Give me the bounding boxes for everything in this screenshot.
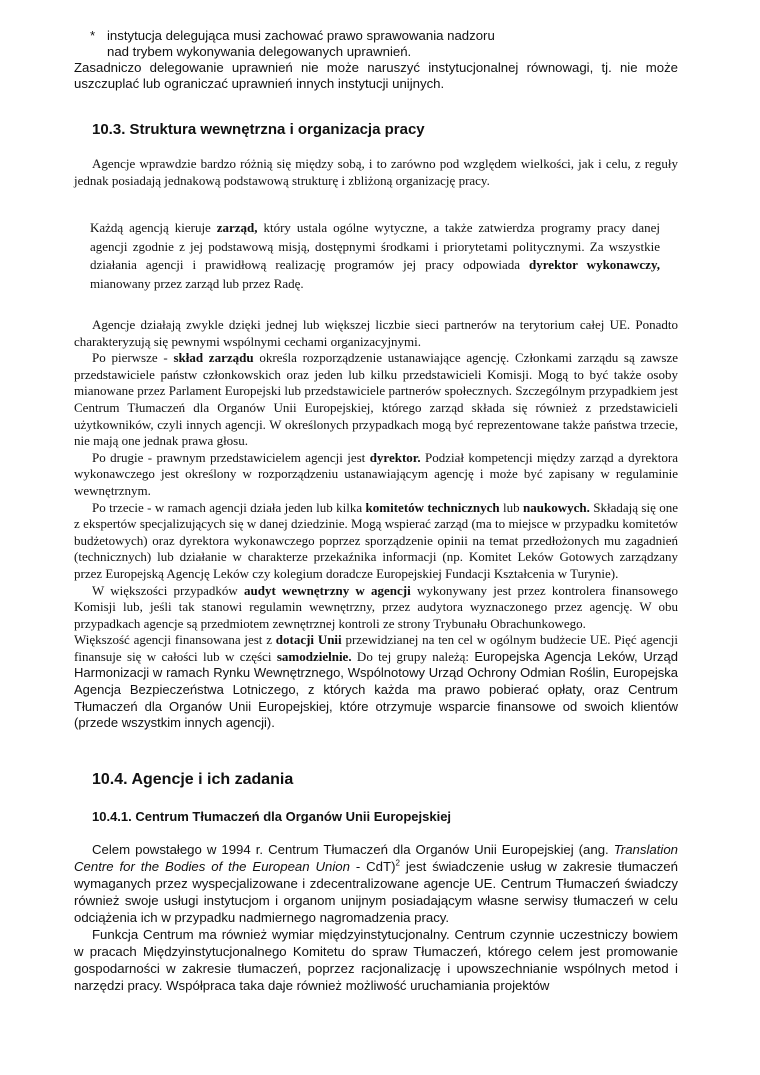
paragraph-intro: Agencje wprawdzie bardzo różnią się między sobą, i to zarówno pod względem wielkości, jak i celu, z reguły jednak posiadają jednakową podstawową strukturę i zbliżoną organizację pracy. (74, 156, 678, 188)
text-run-agency-list: Europejska Agencja Leków, Urząd Harmonizacji w ramach Rynku Wewnętrznego, Wspólnotowy Urząd Ochrony Odmian Roślin, Europejska Agencja Bezpieczeństwa Lotniczego, z których każda ma prawo pobierać opłaty, oraz Centrum Tłumaczeń dla Organów Unii Europejskiej, które otrzymuje wsparcie finansowe od swoich klientów (przede wszystkim innych agencji). (74, 648, 678, 731)
paragraph-celem (74, 841, 678, 926)
italic-english-name: Translation Centre for the Bodies of the European Union (74, 842, 678, 874)
text-run: Do tej grupy należą: (351, 648, 475, 664)
bullet-line-1: instytucja delegująca musi zachować prawo sprawowania nadzoru (107, 28, 495, 43)
translation-centre-body (74, 841, 678, 994)
section-heading-10-3: 10.3. Struktura wewnętrzna i organizacja pracy (92, 121, 425, 138)
bold-term-sklad-zarzadu: skład zarządu (173, 350, 254, 366)
paragraph-zasadniczo: Zasadniczo delegowanie uprawnień nie może naruszyć instytucjonalnej równowagi, tj. nie może uszczuplać lub ograniczać uprawnień innych instytucji unijnych. (74, 60, 678, 91)
bold-term-dyrektor: dyrektor. (369, 449, 421, 465)
text-run: - CdT) (349, 859, 396, 874)
text-run: Celem powstałego w 1994 r. Centrum Tłumaczeń dla Organów Unii Europejskiej (ang. (92, 842, 614, 857)
text-run: Składają się one z ekspertów specjalizujących się w danej dziedzinie. Mogą wspierać zarząd (ma to miejsce w przypadku komitetów budżetowych) oraz dyrektora wykonawczego poprzez sporządzenie opinii na temat przedłożonych mu zagadnień (technicznych) lub działanie w charakterze przekaźnika informacji (np. Komitet Leków Gotowych zarządzany przez Europejską Agencję Leków czy kolegium doradcze Europejskiej Fundacji Kształcenia w Turynie). (74, 499, 678, 581)
bold-term-samodzielnie: samodzielnie. (276, 648, 352, 664)
paragraph-second (74, 450, 678, 500)
text-run: który ustala ogólne wytyczne, a także zatwierdza programy pracy danej agencji zgodnie z jej podstawową misją, dostępnymi środkami i priorytetami politycznymi. Za wszystkie działania agencji i prawidłową realizację programów jej pracy odpowiada (90, 220, 661, 272)
text-run: Podział kompetencji między zarząd a dyrektora wykonawczego jest określony w rozporządzeniu ustanawiającym agencję i może być zapisany w regulaminie wewnętrznym. (74, 449, 678, 498)
text-run: mianowany przez zarząd lub przez Radę. (90, 275, 304, 291)
bold-term-dotacji-unii: dotacji Unii (275, 632, 342, 648)
text-run: W większości przypadków (92, 582, 245, 598)
paragraph-third (74, 500, 678, 583)
organization-body (74, 317, 678, 732)
text-run: lub (499, 499, 524, 515)
text-run: Każdą agencją kieruje (90, 220, 217, 235)
paragraph-funding (74, 632, 678, 732)
footnote-ref[interactable]: 2 (395, 858, 400, 868)
paragraph-management (90, 219, 660, 293)
bold-term-zarzad: zarząd, (216, 220, 258, 235)
text-run: wykonywany jest przez kontrolera finansowego Komisji lub, jeśli tak stanowi regulamin wewnętrzny, przez audytora wyznaczonego przez agencję. W obu przypadkach agencje są przedmiotem zewnętrznej kontroli ze strony Trybunału Obrachunkowego. (74, 582, 678, 631)
text-run: jest świadczenie usług w zakresie tłumaczeń wymaganych przez wyspecjalizowane i zdecentralizowane agencje UE. Centrum Tłumaczeń świadczy również swoje usługi instytucjom i organom unijnym posiadającym własne serwisy tłumaczeń w celu odciążenia ich w przypadku nadmiernego nagromadzenia pracy. (74, 859, 678, 925)
bold-term-dyrektor-wykonawczy: dyrektor wykonawczy, (529, 257, 660, 272)
text-run: Po drugie - prawnym przedstawicielem agencji jest (92, 449, 370, 465)
subsection-heading-10-4-1: 10.4.1. Centrum Tłumaczeń dla Organów Unii Europejskiej (92, 809, 452, 824)
paragraph-network: Agencje działają zwykle dzięki jednej lub większej liczbie sieci partnerów na terytorium całej UE. Ponadto charakteryzują się pewnymi wspólnymi cechami organizacyjnymi. (74, 317, 678, 349)
bold-term-audyt: audyt wewnętrzny w agencji (244, 582, 411, 598)
text-run: Po pierwsze - (92, 350, 174, 366)
text-run: Po trzecie - w ramach agencji działa jeden lub kilka (92, 499, 366, 515)
paragraph-first (74, 350, 678, 450)
bullet-marker: * (90, 28, 96, 43)
text-run: przewidzianej na ten cel w ogólnym budżecie UE. Pięć agencji finansuje się w całości lub w części (74, 632, 678, 664)
paragraph-audit (74, 583, 678, 633)
section-heading-10-4: 10.4. Agencje i ich zadania (92, 771, 294, 788)
text-run: określa rozporządzenie ustanawiające agencję. Członkami zarządu są zawsze przedstawiciele państw członkowskich oraz jeden lub kilku przedstawicieli Komisji. Mogą to być także osoby mianowane przez Parlament Europejski lub przedstawiciele partnerów społecznych. Szczególnym przypadkiem jest Centrum Tłumaczeń dla Organów Unii Europejskiej, którego zarząd składa się również z przedstawicieli użytkowników, czyli innych agencji. W określonych przypadkach mogą być reprezentowane także państwa trzecie, nie mają one jednak prawa głosu. (74, 350, 679, 449)
bold-term-naukowych: naukowych. (523, 499, 590, 515)
bullet-line-2: nad trybem wykonywania delegowanych uprawnień. (107, 44, 412, 59)
bold-term-komitetow-technicznych: komitetów technicznych (365, 499, 500, 515)
paragraph-funkcja: Funkcja Centrum ma również wymiar międzyinstytucjonalny. Centrum czynnie uczestniczy bowiem w pracach Międzyinstytucjonalnego Komitetu do spraw Tłumaczeń, którego celem jest promowanie gospodarności w zakresie tłumaczeń, poprzez racjonalizację i upowszechnianie wspólnych metod i narzędzi pracy. Współpraca taka daje również możliwość uruchamiania projektów (74, 927, 678, 993)
text-run: Większość agencji finansowana jest z (74, 632, 276, 648)
